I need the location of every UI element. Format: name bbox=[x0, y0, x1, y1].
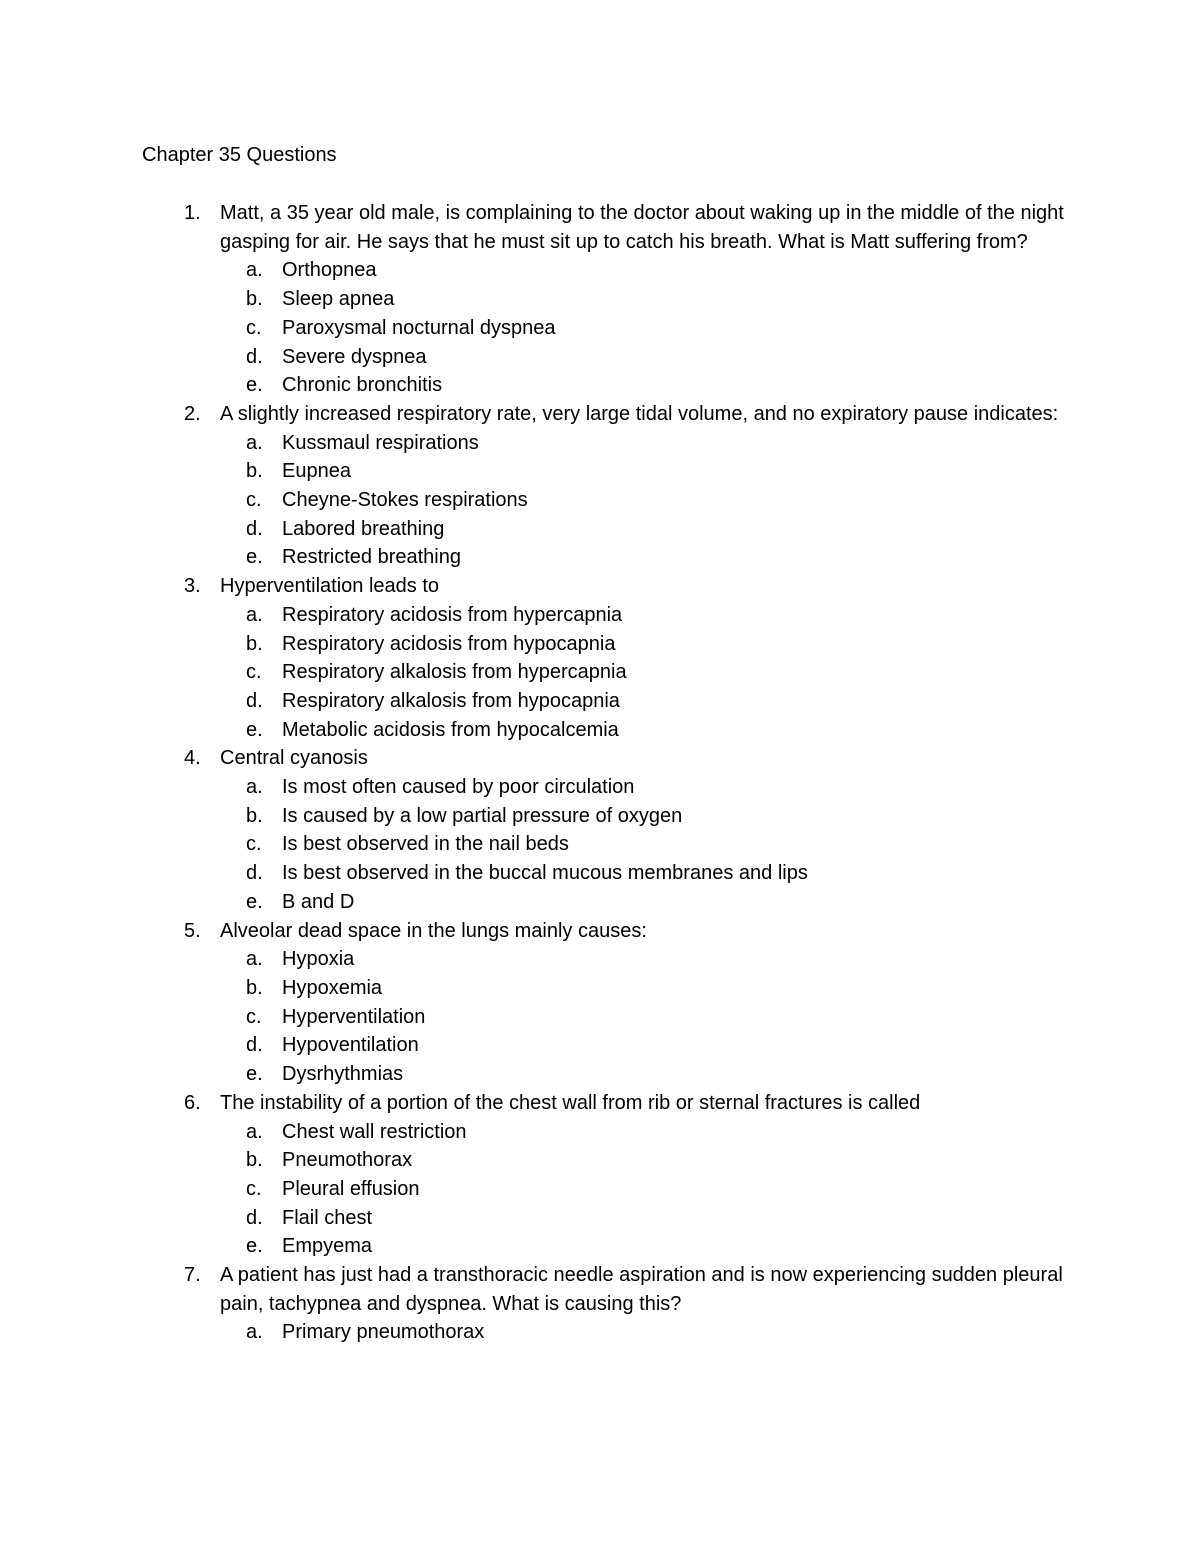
question-list bbox=[142, 199, 1082, 1347]
option-letter: a. bbox=[246, 1120, 263, 1143]
option-text: Respiratory alkalosis from hypocapnia bbox=[282, 689, 620, 712]
option-item bbox=[220, 802, 1082, 831]
question-text: Hyperventilation leads to bbox=[220, 575, 440, 598]
option-letter: a. bbox=[246, 259, 263, 282]
question-text: The instability of a portion of the chest wall from rib or sternal fractures is called bbox=[220, 1091, 921, 1114]
option-letter: d. bbox=[246, 1206, 263, 1229]
option-text: Respiratory alkalosis from hypercapnia bbox=[282, 661, 627, 684]
option-item bbox=[220, 371, 1082, 400]
option-letter: d. bbox=[246, 517, 263, 540]
option-letter: c. bbox=[246, 316, 262, 339]
option-text: Chest wall restriction bbox=[282, 1120, 467, 1143]
option-letter: b. bbox=[246, 1149, 263, 1172]
option-item bbox=[220, 1118, 1082, 1147]
option-letter: d. bbox=[246, 862, 263, 885]
option-letter: e. bbox=[246, 718, 263, 741]
question-number: 4. bbox=[184, 747, 201, 770]
option-letter: a. bbox=[246, 1321, 263, 1344]
option-item bbox=[220, 687, 1082, 716]
option-item bbox=[220, 1060, 1082, 1089]
option-text: Is caused by a low partial pressure of oxygen bbox=[282, 804, 683, 827]
option-letter: a. bbox=[246, 431, 263, 454]
option-text: Cheyne-Stokes respirations bbox=[282, 489, 528, 512]
option-item bbox=[220, 888, 1082, 917]
option-list bbox=[220, 601, 1082, 745]
option-list bbox=[220, 429, 1082, 573]
option-item bbox=[220, 773, 1082, 802]
option-item bbox=[220, 543, 1082, 572]
question-text: Central cyanosis bbox=[220, 747, 368, 770]
option-text: Hypoventilation bbox=[282, 1034, 419, 1057]
option-text: Pleural effusion bbox=[282, 1177, 420, 1200]
option-letter: b. bbox=[246, 632, 263, 655]
option-list bbox=[220, 1318, 1082, 1347]
option-item bbox=[220, 830, 1082, 859]
option-letter: c. bbox=[246, 1177, 262, 1200]
option-letter: c. bbox=[246, 1005, 262, 1028]
option-letter: d. bbox=[246, 1034, 263, 1057]
option-item bbox=[220, 314, 1082, 343]
option-letter: b. bbox=[246, 460, 263, 483]
question-item bbox=[142, 400, 1082, 572]
option-letter: c. bbox=[246, 661, 262, 684]
question-item bbox=[142, 572, 1082, 744]
question-number: 3. bbox=[184, 575, 201, 598]
option-item bbox=[220, 515, 1082, 544]
option-item bbox=[220, 658, 1082, 687]
option-letter: b. bbox=[246, 976, 263, 999]
option-list bbox=[220, 773, 1082, 917]
option-item bbox=[220, 1003, 1082, 1032]
option-item bbox=[220, 429, 1082, 458]
option-letter: e. bbox=[246, 374, 263, 397]
option-text: Hyperventilation bbox=[282, 1005, 426, 1028]
option-letter: a. bbox=[246, 603, 263, 626]
option-text: Flail chest bbox=[282, 1206, 373, 1229]
option-text: Metabolic acidosis from hypocalcemia bbox=[282, 718, 619, 741]
option-item bbox=[220, 1031, 1082, 1060]
question-number: 1. bbox=[184, 202, 201, 224]
option-text: Orthopnea bbox=[282, 259, 377, 282]
question-item bbox=[142, 744, 1082, 916]
question-text: Matt, a 35 year old male, is complaining to the doctor about waking up in the middle of the night gasping for air. He says that he must sit up to catch his breath. What is Matt suffering from? bbox=[220, 202, 1064, 253]
question-number: 2. bbox=[184, 402, 201, 425]
option-text: Eupnea bbox=[282, 460, 351, 483]
option-text: Labored breathing bbox=[282, 517, 445, 540]
option-letter: d. bbox=[246, 345, 263, 368]
option-text: Severe dyspnea bbox=[282, 345, 427, 368]
option-item bbox=[220, 601, 1082, 630]
option-item bbox=[220, 859, 1082, 888]
option-item bbox=[220, 1204, 1082, 1233]
question-text: A patient has just had a transthoracic needle aspiration and is now experiencing sudden pleural pain, tachypnea and dyspnea. What is causing this? bbox=[220, 1264, 1063, 1315]
option-letter: a. bbox=[246, 948, 263, 971]
option-text: Chronic bronchitis bbox=[282, 374, 443, 397]
question-text: Alveolar dead space in the lungs mainly causes: bbox=[220, 919, 647, 942]
question-item bbox=[142, 199, 1082, 400]
document-title: Chapter 35 Questions bbox=[142, 144, 337, 166]
option-text: Sleep apnea bbox=[282, 288, 395, 311]
option-letter: e. bbox=[246, 890, 263, 913]
option-item bbox=[220, 974, 1082, 1003]
option-text: Restricted breathing bbox=[282, 546, 461, 569]
option-text: Is best observed in the nail beds bbox=[282, 833, 569, 856]
option-text: Kussmaul respirations bbox=[282, 431, 479, 454]
option-list bbox=[220, 1118, 1082, 1262]
option-letter: c. bbox=[246, 489, 262, 512]
option-letter: d. bbox=[246, 689, 263, 712]
option-text: Dysrhythmias bbox=[282, 1063, 404, 1086]
option-text: Primary pneumothorax bbox=[282, 1321, 485, 1344]
question-item bbox=[142, 917, 1082, 1089]
option-item bbox=[220, 256, 1082, 285]
question-number: 7. bbox=[184, 1264, 201, 1287]
question-number: 6. bbox=[184, 1091, 201, 1114]
option-letter: b. bbox=[246, 804, 263, 827]
option-item bbox=[220, 945, 1082, 974]
option-letter: e. bbox=[246, 1235, 263, 1258]
question-text: A slightly increased respiratory rate, very large tidal volume, and no expiratory pause indicates: bbox=[220, 402, 1059, 425]
option-list bbox=[220, 945, 1082, 1089]
option-text: Pneumothorax bbox=[282, 1149, 413, 1172]
option-letter: a. bbox=[246, 776, 263, 799]
option-item bbox=[220, 716, 1082, 745]
option-text: Paroxysmal nocturnal dyspnea bbox=[282, 316, 556, 339]
option-text: Hypoxia bbox=[282, 948, 355, 971]
option-text: Is best observed in the buccal mucous membranes and lips bbox=[282, 862, 808, 885]
option-text: B and D bbox=[282, 890, 355, 913]
question-item bbox=[142, 1261, 1082, 1347]
option-text: Respiratory acidosis from hypocapnia bbox=[282, 632, 616, 655]
option-item bbox=[220, 343, 1082, 372]
option-item bbox=[220, 630, 1082, 659]
option-text: Empyema bbox=[282, 1235, 373, 1258]
option-item bbox=[220, 285, 1082, 314]
option-text: Hypoxemia bbox=[282, 976, 383, 999]
option-list bbox=[220, 256, 1082, 400]
option-text: Is most often caused by poor circulation bbox=[282, 776, 635, 799]
option-letter: b. bbox=[246, 288, 263, 311]
option-item bbox=[220, 1146, 1082, 1175]
question-number: 5. bbox=[184, 919, 201, 942]
option-letter: e. bbox=[246, 546, 263, 569]
option-item bbox=[220, 1232, 1082, 1261]
option-text: Respiratory acidosis from hypercapnia bbox=[282, 603, 623, 626]
option-item bbox=[220, 1318, 1082, 1347]
option-letter: e. bbox=[246, 1063, 263, 1086]
option-letter: c. bbox=[246, 833, 262, 856]
option-item bbox=[220, 1175, 1082, 1204]
question-item bbox=[142, 1089, 1082, 1261]
option-item bbox=[220, 457, 1082, 486]
option-item bbox=[220, 486, 1082, 515]
